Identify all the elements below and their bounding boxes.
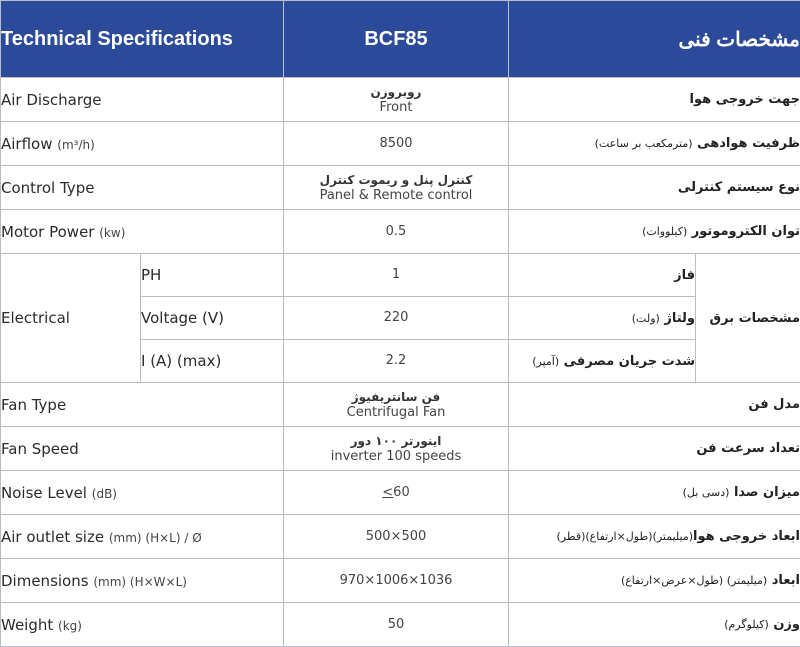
unit-en: (mm) (H×W×L) — [93, 574, 187, 589]
label-en: Weight — [1, 615, 54, 634]
unit-fa: (دسی بل) — [682, 486, 730, 499]
row-airflow — [1, 122, 800, 166]
ph-value: 1 — [391, 267, 401, 282]
voltage-label-fa: ولتاژ — [664, 310, 695, 326]
row-fan-speed — [1, 427, 800, 471]
voltage-label-en: Voltage (V) — [141, 309, 224, 327]
row-control-type — [1, 166, 800, 210]
label-en: Air outlet size — [1, 527, 105, 546]
value-fa: فن سانتریفیوژ — [351, 389, 441, 404]
label-en: Fan Speed — [1, 439, 79, 458]
label-fa: ابعاد — [771, 573, 800, 588]
ph-label-fa: فاز — [674, 267, 695, 283]
value: Front — [379, 99, 413, 115]
unit-en: (mm) (H×L) / Ø — [108, 530, 202, 545]
label-fa: وزن — [773, 617, 800, 632]
ph-label-en: PH — [141, 266, 162, 284]
header-title-fa: مشخصات فنی — [509, 1, 800, 78]
electrical-label-fa: مشخصات برق — [709, 310, 800, 326]
label-fa: مدل فن — [748, 397, 800, 412]
row-air-discharge — [1, 78, 800, 122]
header-row — [1, 1, 800, 78]
value: inverter 100 speeds — [330, 448, 462, 464]
value: 970×1006×1036 — [339, 572, 453, 588]
unit-fa: (میلیمتر)(طول×ارتفاع)(قطر) — [556, 530, 694, 543]
electrical-label-en: Electrical — [1, 309, 70, 327]
header-model: BCF85 — [284, 1, 509, 78]
value: 60 — [393, 484, 410, 500]
value: 500×500 — [365, 528, 427, 544]
label-fa: نوع سیستم کنترلی — [677, 180, 800, 195]
unit-en: (dB) — [91, 486, 117, 501]
header-title: Technical Specifications — [1, 1, 284, 78]
label-fa: ظرفیت هوادهی — [697, 136, 800, 151]
unit-fa: (مترمکعب بر ساعت) — [594, 137, 693, 150]
row-electrical-ph — [1, 254, 800, 297]
voltage-value: 220 — [383, 310, 409, 325]
current-label-fa: شدت جریان مصرفی — [563, 353, 695, 369]
label-fa: توان الکتروموتور — [691, 224, 800, 239]
value: Centrifugal Fan — [346, 404, 446, 420]
label-en: Motor Power — [1, 222, 95, 241]
row-dimensions — [1, 559, 800, 603]
label-fa: جهت خروجی هوا — [689, 92, 800, 107]
row-noise-level — [1, 471, 800, 515]
value: 8500 — [379, 135, 413, 151]
label-fa: ابعاد خروجی هوا — [693, 529, 800, 544]
current-value: 2.2 — [385, 353, 407, 368]
row-air-outlet — [1, 515, 800, 559]
value: 50 — [387, 616, 405, 632]
label-en: Air Discharge — [1, 90, 102, 109]
label-en: Control Type — [1, 178, 95, 197]
label-en: Airflow — [1, 134, 53, 153]
label-en: Dimensions — [1, 571, 89, 590]
current-unit-fa: (آمپر) — [532, 354, 560, 368]
row-motor-power — [1, 210, 800, 254]
unit-fa: (میلیمتر) (طول×عرض×ارتفاع) — [620, 574, 768, 587]
row-weight — [1, 603, 800, 647]
label-fa: میزان صدا — [733, 485, 800, 500]
label-fa: تعداد سرعت فن — [696, 441, 800, 456]
value-fa: اینورتر ۱۰۰ دور — [350, 433, 442, 448]
label-en: Fan Type — [1, 395, 67, 414]
value-fa: کنترل پنل و ریموت کنترل — [319, 172, 473, 187]
unit-fa: (کیلووات) — [642, 225, 688, 238]
unit-en: (m³/h) — [57, 137, 95, 152]
value: 0.5 — [385, 223, 407, 239]
value-symbol: < — [382, 484, 394, 500]
voltage-unit-fa: (ولت) — [631, 311, 660, 325]
value: Panel & Remote control — [319, 187, 473, 203]
row-fan-type — [1, 383, 800, 427]
current-label-en: I (A) (max) — [141, 352, 222, 370]
value-fa: روبروزن — [370, 84, 422, 99]
unit-fa: (کیلوگرم) — [724, 618, 769, 631]
unit-en: (kg) — [58, 618, 82, 633]
label-en: Noise Level — [1, 483, 87, 502]
unit-en: (kw) — [99, 225, 126, 240]
